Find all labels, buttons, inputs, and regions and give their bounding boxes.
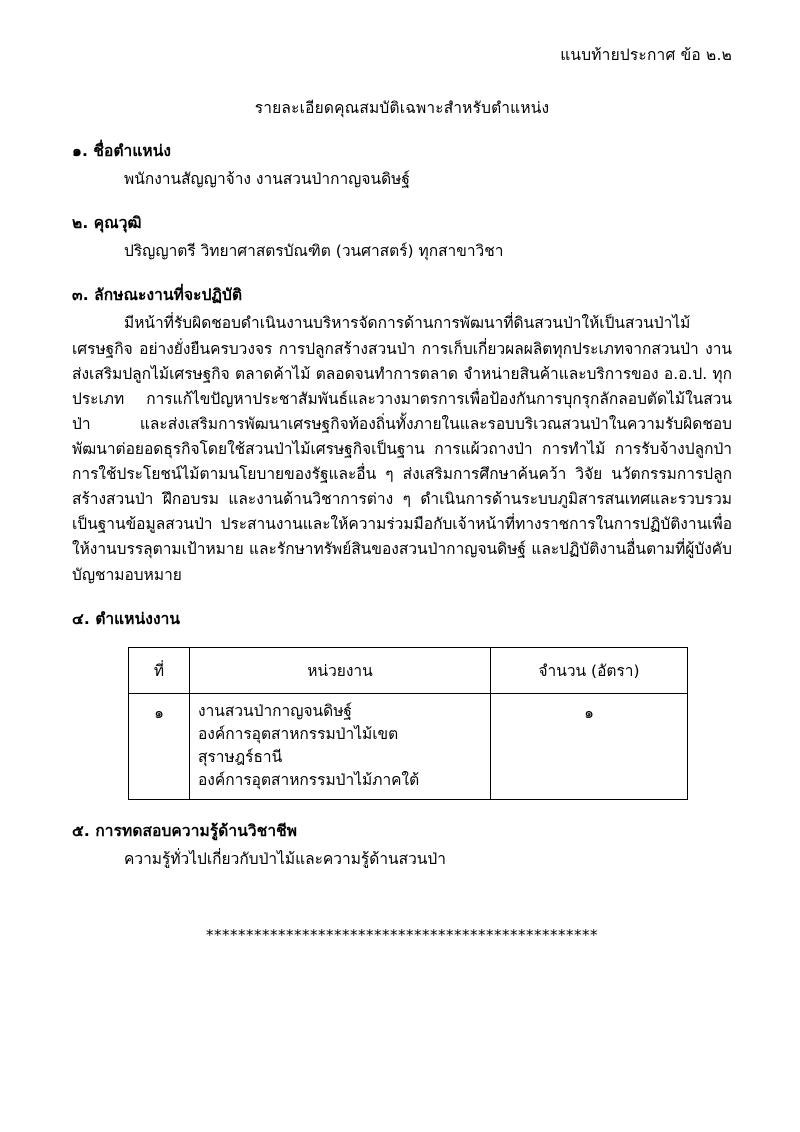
section-text: ปริญญาตรี วิทยาศาสตรบัณฑิต (วนศาสตร์) ทุกสาขาวิชา	[124, 242, 504, 261]
section-heading: ๕. การทดสอบความรู้ด้านวิชาชีพ	[72, 821, 298, 840]
section-text: ความรู้ทั่วไปเกี่ยวกับป่าไม้และความรู้ด้านสวนป่า	[124, 849, 446, 868]
section-heading: ๒. คุณวุฒิ	[72, 214, 142, 233]
column-header-qty: จำนวน (อัตรา)	[491, 647, 688, 693]
column-header-no: ที่	[129, 647, 190, 693]
table-header-row	[129, 647, 688, 693]
section-text: พนักงานสัญญาจ้าง งานสวนป่ากาญจนดิษฐ์	[124, 170, 410, 189]
cell-qty: ๑	[491, 693, 688, 799]
section-text: มีหน้าที่รับผิดชอบดำเนินงานบริหารจัดการด้านการพัฒนาที่ดินสวนป่าให้เป็นสวนป่าไม้เศรษฐกิจ อย่างยั่งยืนครบวงจร การปลูกสร้างสวนป่า การเก็บเกี่ยวผลผลิตทุกประเภทจากสวนป่า งานส่งเสริมปลูกไม้เศรษฐกิจ ตลาดค้าไม้ ตลอดจนทำการตลาด จำหน่ายสินค้าและบริการของ อ.อ.ป. ทุกประเภท การแก้ไขปัญหาประชาสัมพันธ์และวางมาตรการเพื่อป้องกันการบุกรุกลักลอบตัดไม้ในสวนป่า และส่งเสริมการพัฒนาเศรษฐกิจท้องถิ่นทั้งภายในและรอบบริเวณสวนป่าในความรับผิดชอบ พัฒนาต่อยอดธุรกิจโดยใช้สวนป่าไม้เศรษฐกิจเป็นฐาน การแผ้วถางป่า การทำไม้ การรับจ้างปลูกป่า การใช้ประโยชน์ไม้ตามนโยบายของรัฐและอื่น ๆ ส่งเสริมการศึกษาค้นคว้า วิจัย นวัตกรรมการปลูกสร้างสวนป่า ฝึกอบรม และงานด้านวิชาการต่าง ๆ ดำเนินการด้านระบบภูมิสารสนเทศและรวบรวมเป็นฐานข้อมูลสวนป่า ประสานงานและให้ความร่วมมือกับเจ้าหน้าที่ทางราชการในการปฏิบัติงานเพื่อให้งานบรรลุตามเป้าหมาย และรักษาทรัพย์สินของสวนป่ากาญจนดิษฐ์ และปฏิบัติงานอื่นตามที่ผู้บังคับบัญชามอบหมาย	[72, 314, 732, 584]
section-job-description	[72, 282, 732, 587]
table-row	[129, 693, 688, 799]
header-note: แนบท้ายประกาศ ข้อ ๒.๒	[560, 46, 732, 64]
section-knowledge-test	[72, 818, 732, 872]
unit-line: องค์การอุตสาหกรรมป่าไม้ภาคใต้	[198, 771, 420, 790]
section-heading: ๓. ลักษณะงานที่จะปฏิบัติ	[72, 286, 243, 305]
section-qualification	[72, 210, 732, 264]
footer-separator: *************************************************	[206, 925, 598, 944]
cell-unit	[190, 693, 491, 799]
column-header-unit: หน่วยงาน	[190, 647, 491, 693]
section-heading: ๑. ชื่อตำแหน่ง	[72, 142, 172, 161]
page-title: รายละเอียดคุณสมบัติเฉพาะสำหรับตำแหน่ง	[254, 99, 550, 118]
cell-no: ๑	[129, 693, 190, 799]
section-job-title	[72, 138, 732, 192]
section-positions	[72, 606, 732, 800]
document-body	[72, 44, 732, 944]
section-heading: ๔. ตำแหน่งงาน	[72, 609, 181, 628]
unit-line: องค์การอุตสาหกรรมป่าไม้เขตสุราษฎร์ธานี	[198, 724, 399, 767]
positions-table	[128, 647, 688, 800]
unit-line: งานสวนป่ากาญจนดิษฐ์	[198, 701, 352, 720]
